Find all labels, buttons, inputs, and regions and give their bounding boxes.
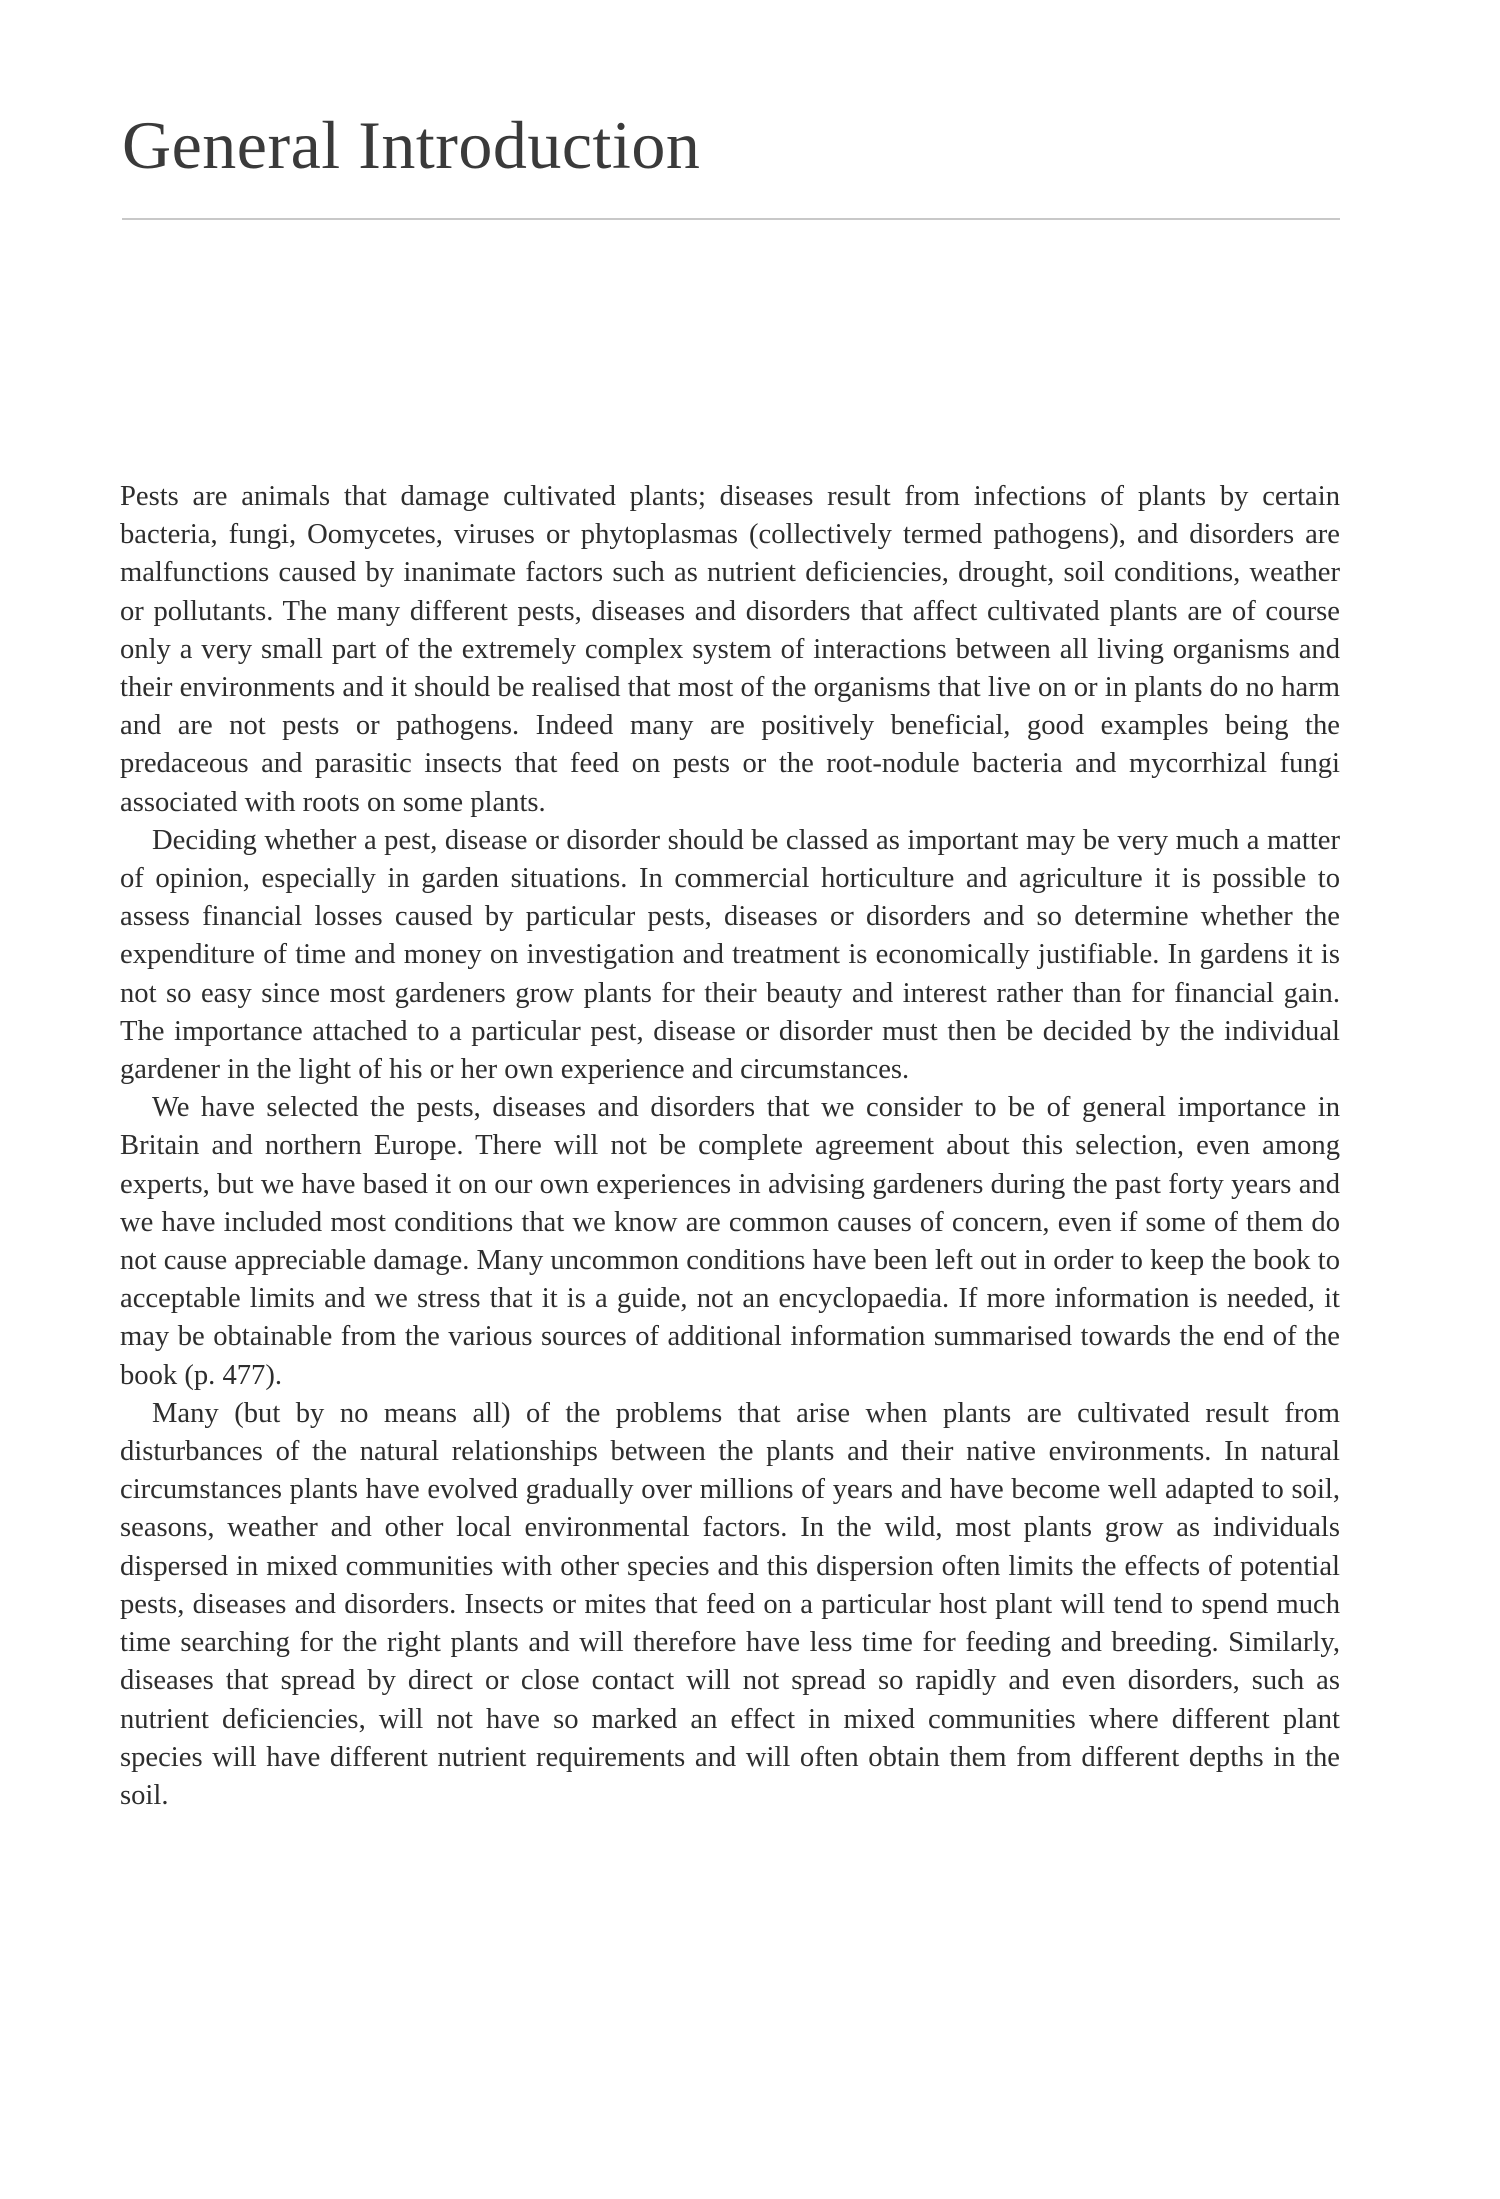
title-rule bbox=[122, 218, 1340, 220]
chapter-title: General Introduction bbox=[122, 107, 701, 183]
body-text bbox=[120, 478, 1340, 1815]
paragraph-4: Many (but by no means all) of the problems that arise when plants are cultivated result from disturbances of the natural relationships between the plants and their native environments. In natural circumstances plants have evolved gradually over millions of years and have become well adapted to soil, seasons, weather and other local environmental factors. In the wild, most plants grow as individuals dispersed in mixed communities with other species and this dispersion often limits the effects of potential pests, diseases and disorders. Insects or mites that feed on a particular host plant will tend to spend much time searching for the right plants and will therefore have less time for feeding and breeding. Similarly, diseases that spread by direct or close contact will not spread so rapidly and even disorders, such as nutrient deficiencies, will not have so marked an effect in mixed communities where different plant species will have different nutrient requirements and will often obtain them from different depths in the soil. bbox=[120, 1397, 1340, 1811]
paragraph-3: We have selected the pests, diseases and disorders that we consider to be of general importance in Britain and northern Europe. There will not be complete agreement about this selection, even among experts, but we have based it on our own experiences in advising gardeners during the past forty years and we have included most conditions that we know are common causes of concern, even if some of them do not cause appreciable damage. Many uncommon conditions have been left out in order to keep the book to acceptable limits and we stress that it is a guide, not an encyclopaedia. If more information is needed, it may be obtainable from the various sources of additional information summarised towards the end of the book (p. 477). bbox=[120, 1092, 1340, 1391]
paragraph-1: Pests are animals that damage cultivated plants; diseases result from infections of plants by certain bacteria, fungi, Oomycetes, viruses or phytoplasmas (collectively termed pathogens), and disorders are malfunctions caused by inanimate factors such as nutrient deficiencies, drought, soil conditions, weather or pollutants. The many different pests, diseases and disorders that affect cultivated plants are of course only a very small part of the extremely complex system of interactions between all living organisms and their environments and it should be realised that most of the organisms that live on or in plants do no harm and are not pests or pathogens. Indeed many are positively beneficial, good examples being the predaceous and parasitic insects that feed on pests or the root-nodule bacteria and mycorrhizal fungi associated with roots on some plants. bbox=[120, 481, 1340, 818]
paragraph-2: Deciding whether a pest, disease or disorder should be classed as important may be very much a matter of opinion, especially in garden situations. In commercial horticulture and agriculture it is possible to assess financial losses caused by particular pests, diseases or disorders and so determine whether the expenditure of time and money on investigation and treatment is economically justifiable. In gardens it is not so easy since most gardeners grow plants for their beauty and interest rather than for financial gain. The importance attached to a particular pest, disease or disorder must then be decided by the individual gardener in the light of his or her own experience and circumstances. bbox=[120, 824, 1340, 1086]
